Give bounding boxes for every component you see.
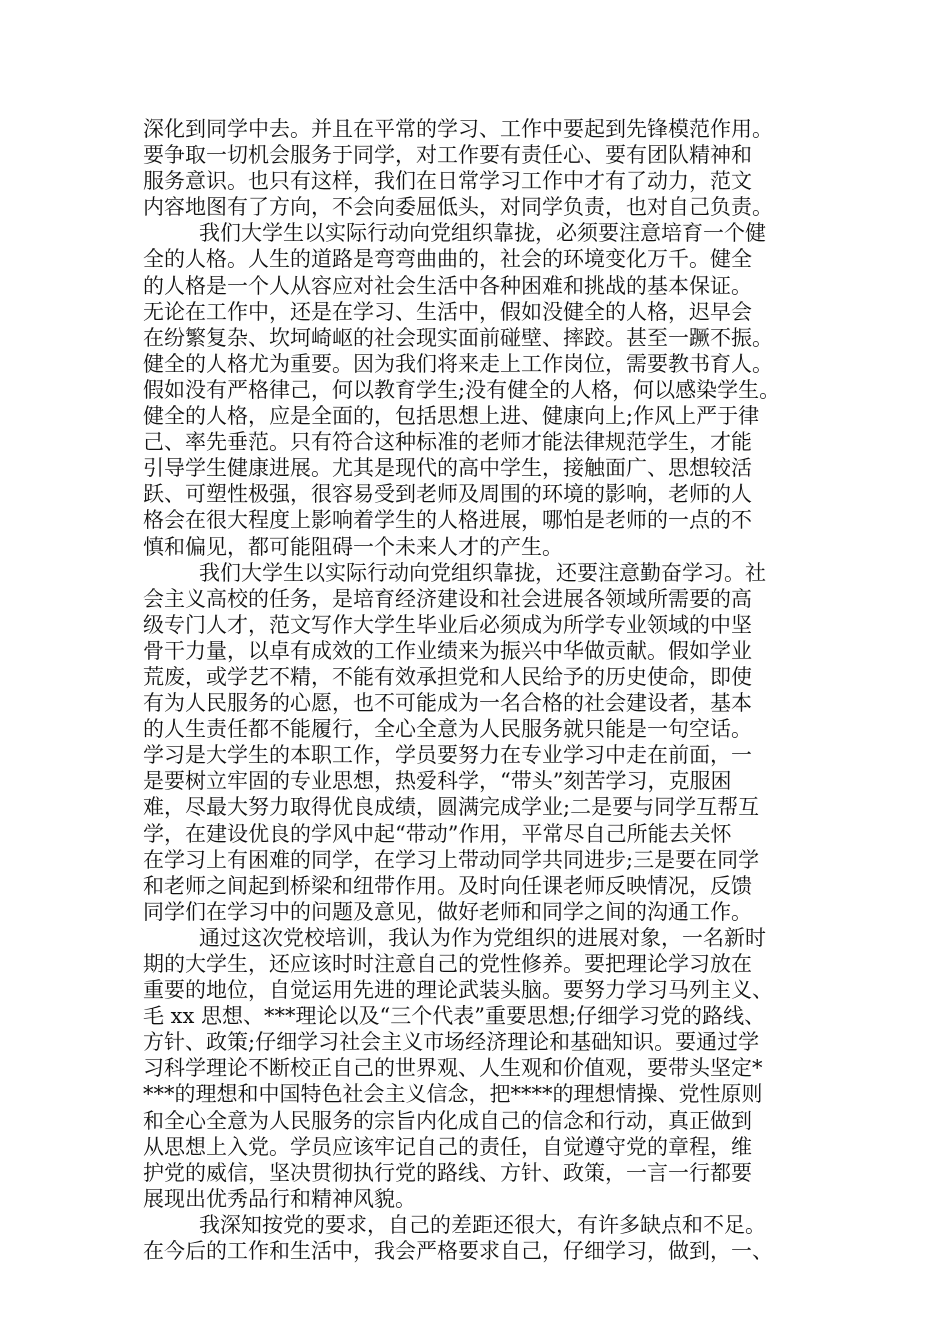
text-line: 健全的人格尤为重要。因为我们将来走上工作岗位，需要教书育人。 <box>143 351 773 376</box>
paragraph-first-line: 我深知按党的要求，自己的差距还很大，有许多缺点和不足。 <box>199 1212 766 1237</box>
text-line: 学习是大学生的本职工作，学员要努力在专业学习中走在前面，一 <box>143 743 752 768</box>
text-line: 骨干力量，以卓有成效的工作业绩来为振兴中华做贡献。假如学业 <box>143 638 752 663</box>
text-line: 和全心全意为人民服务的宗旨内化成自己的信念和行动，真正做到 <box>143 1108 752 1133</box>
text-line: 期的大学生，还应该时时注意自己的党性修养。要把理论学习放在 <box>143 952 752 976</box>
text-line: 格会在很大程度上影响着学生的人格进展，哪怕是老师的一点的不 <box>143 508 752 533</box>
text-line: 和老师之间起到桥梁和纽带作用。及时向任课老师反映情况，反馈 <box>143 873 752 898</box>
text-line: 从思想上入党。学员应该牢记自己的责任，自觉遵守党的章程，维 <box>143 1134 752 1159</box>
text-line: 的人格是一个人从容应对社会生活中各种困难和挑战的基本保证。 <box>143 273 752 298</box>
text-line: 健全的人格，应是全面的，包括思想上进、健康向上;作风上严于律 <box>143 404 760 429</box>
text-line: 难，尽最大努力取得优良成绩，圆满完成学业;二是要与同学互帮互 <box>143 795 760 820</box>
text-line: 展现出优秀品行和精神风貌。 <box>143 1186 416 1211</box>
text-line: 有为人民服务的心愿，也不可能成为一名合格的社会建设者，基本 <box>143 691 752 716</box>
text-line: 无论在工作中，还是在学习、生活中，假如没健全的人格，迟早会 <box>143 299 752 324</box>
text-line: 学，在建设优良的学风中起“带动”作用，平常尽自己所能去关怀 <box>143 821 732 846</box>
text-line: 在学习上有困难的同学，在学习上带动同学共同进步;三是要在同学 <box>143 847 760 872</box>
document-body <box>143 116 815 1264</box>
text-line: 在今后的工作和生活中，我会严格要求自己，仔细学习，做到，一、 <box>143 1239 773 1264</box>
text-line: 服务意识。也只有这样，我们在日常学习工作中才有了动力，范文 <box>143 169 752 194</box>
text-line: 毛 xx 思想、***理论以及“三个代表”重要思想;仔细学习党的路线、 <box>143 1004 766 1029</box>
text-line: 引导学生健康进展。尤其是现代的高中学生，接触面广、思想较活 <box>143 456 752 481</box>
text-line: 己、率先垂范。只有符合这种标准的老师才能法律规范学生，才能 <box>143 430 752 455</box>
text-line: 深化到同学中去。并且在平常的学习、工作中要起到先锋模范作用。 <box>143 117 773 141</box>
text-line: 内容地图有了方向，不会向委屈低头，对同学负责，也对自己负责。 <box>143 195 773 220</box>
text-line: 习科学理论不断校正自己的世界观、人生观和价值观，要带头坚定* <box>143 1056 763 1081</box>
paragraph-first-line: 通过这次党校培训，我认为作为党组织的进展对象，一名新时 <box>199 925 766 950</box>
text-line: 方针、政策;仔细学习社会主义市场经济理论和基础知识。要通过学 <box>143 1030 760 1055</box>
text-line: 护党的威信，坚决贯彻执行党的路线、方针、政策，一言一行都要 <box>143 1160 752 1185</box>
text-line: 重要的地位，自觉运用先进的理论武装头脑。要努力学习马列主义、 <box>143 978 773 1003</box>
text-line: 荒废，或学艺不精，不能有效承担党和人民给予的历史使命，即使 <box>143 664 752 689</box>
text-line: 会主义高校的任务，是培育经济建设和社会进展各领域所需要的高 <box>143 586 752 611</box>
paragraph-first-line: 我们大学生以实际行动向党组织靠拢，还要注意勤奋学习。社 <box>199 560 766 585</box>
text-line: 假如没有严格律己，何以教育学生;没有健全的人格，何以感染学生。 <box>143 377 781 402</box>
text-line: 全的人格。人生的道路是弯弯曲曲的，社会的环境变化万千。健全 <box>143 247 752 272</box>
text-line: 慎和偏见，都可能阻碍一个未来人才的产生。 <box>143 534 563 559</box>
text-line: 跃、可塑性极强，很容易受到老师及周围的环境的影响，老师的人 <box>143 482 752 507</box>
text-line: 同学们在学习中的问题及意见，做好老师和同学之间的沟通工作。 <box>143 899 752 924</box>
paragraph-first-line: 我们大学生以实际行动向党组织靠拢，必须要注意培育一个健 <box>199 221 766 246</box>
text-line: 的人生责任都不能履行，全心全意为人民服务就只能是一句空话。 <box>143 717 752 742</box>
text-line: 要争取一切机会服务于同学，对工作要有责任心、要有团队精神和 <box>143 143 752 168</box>
text-line: 在纷繁复杂、坎坷崎岖的社会现实面前碰壁、摔跤。甚至一蹶不振。 <box>143 325 773 350</box>
text-line: 是要树立牢固的专业思想，热爱科学，“带头”刻苦学习，克服困 <box>143 769 732 794</box>
text-line: ***的理想和中国特色社会主义信念，把****的理想情操、党性原则 <box>143 1082 763 1107</box>
text-line: 级专门人才，范文写作大学生毕业后必须成为所学专业领域的中坚 <box>143 612 752 637</box>
